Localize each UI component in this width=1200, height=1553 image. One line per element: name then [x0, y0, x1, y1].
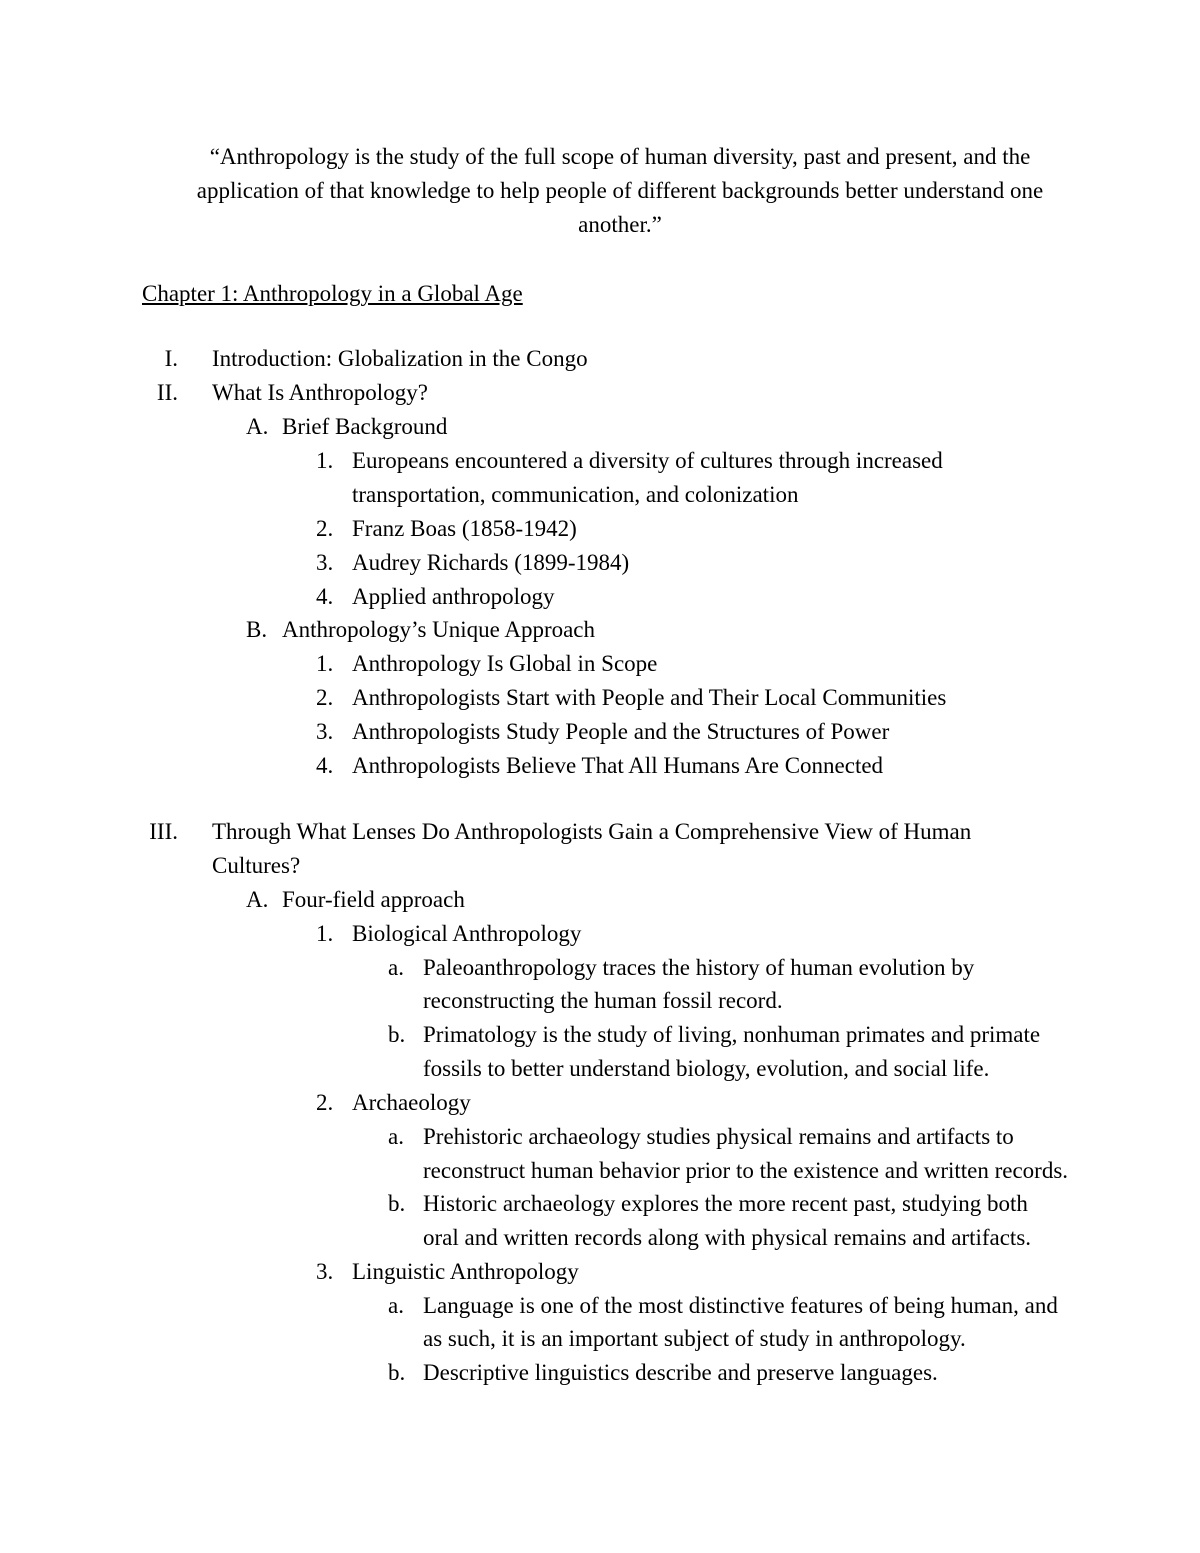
outline-text-continued: transportation, communication, and colonization	[352, 482, 799, 507]
outline-text: Anthropologists Study People and the Structures of Power	[352, 719, 890, 744]
sub-letter-marker: a.	[388, 955, 404, 980]
epigraph-quote	[120, 140, 1120, 242]
roman-marker: III.	[149, 819, 178, 844]
number-marker: 1.	[316, 921, 334, 946]
outline-text: Descriptive linguistics describe and preserve languages.	[423, 1360, 938, 1385]
outline-text: What Is Anthropology?	[212, 380, 428, 405]
letter-marker: B.	[246, 617, 268, 642]
outline-text: Anthropology’s Unique Approach	[282, 617, 596, 642]
outline-text: Audrey Richards (1899-1984)	[352, 550, 630, 575]
number-marker: 4.	[316, 584, 334, 609]
quote-line: another.”	[578, 212, 662, 237]
outline-text: Paleoanthropology traces the history of human evolution by	[423, 955, 975, 980]
outline-text: Archaeology	[352, 1090, 471, 1115]
outline-text: Linguistic Anthropology	[352, 1259, 579, 1284]
sub-letter-marker: b.	[388, 1022, 406, 1047]
outline-text: Anthropologists Believe That All Humans Are Connected	[352, 753, 884, 778]
number-marker: 2.	[316, 685, 334, 710]
chapter-title: Chapter 1: Anthropology in a Global Age	[142, 281, 523, 306]
outline-text: Anthropology Is Global in Scope	[352, 651, 658, 676]
outline-text: Primatology is the study of living, nonhuman primates and primate	[423, 1022, 1041, 1047]
outline-text: Anthropologists Start with People and Their Local Communities	[352, 685, 947, 710]
outline-text: Biological Anthropology	[352, 921, 582, 946]
number-marker: 3.	[316, 719, 334, 744]
sub-letter-marker: b.	[388, 1360, 406, 1385]
sub-letter-marker: a.	[388, 1293, 404, 1318]
number-marker: 2.	[316, 1090, 334, 1115]
outline-text: Four-field approach	[282, 887, 465, 912]
outline-text-continued: reconstructing the human fossil record.	[423, 988, 783, 1013]
outline-text-continued: reconstruct human behavior prior to the existence and written records.	[423, 1158, 1069, 1183]
outline-text-continued: oral and written records along with physical remains and artifacts.	[423, 1225, 1032, 1250]
outline-text: Through What Lenses Do Anthropologists Gain a Comprehensive View of Human	[212, 819, 972, 844]
number-marker: 1.	[316, 448, 334, 473]
outline-text: Language is one of the most distinctive features of being human, and	[423, 1293, 1058, 1318]
roman-marker: I.	[164, 346, 178, 371]
outline-text-continued: as such, it is an important subject of study in anthropology.	[423, 1326, 966, 1351]
outline-text: Franz Boas (1858-1942)	[352, 516, 577, 541]
outline-text-continued: fossils to better understand biology, evolution, and social life.	[423, 1056, 990, 1081]
letter-marker: A.	[246, 414, 269, 439]
outline-text: Europeans encountered a diversity of cultures through increased	[352, 448, 943, 473]
letter-marker: A.	[246, 887, 269, 912]
quote-line: “Anthropology is the study of the full scope of human diversity, past and present, and the	[209, 144, 1031, 169]
sub-letter-marker: b.	[388, 1191, 406, 1216]
number-marker: 1.	[316, 651, 334, 676]
outline-text-continued: Cultures?	[212, 853, 301, 878]
outline-text: Applied anthropology	[352, 584, 555, 609]
sub-letter-marker: a.	[388, 1124, 404, 1149]
outline-text: Brief Background	[282, 414, 448, 439]
number-marker: 2.	[316, 516, 334, 541]
quote-line: application of that knowledge to help people of different backgrounds better understand one	[196, 178, 1044, 203]
number-marker: 4.	[316, 753, 334, 778]
roman-marker: II.	[156, 380, 178, 405]
number-marker: 3.	[316, 1259, 334, 1284]
outline-text: Prehistoric archaeology studies physical remains and artifacts to	[423, 1124, 1014, 1149]
number-marker: 3.	[316, 550, 334, 575]
outline-text: Introduction: Globalization in the Congo	[212, 346, 588, 371]
outline-text: Historic archaeology explores the more recent past, studying both	[423, 1191, 1028, 1216]
